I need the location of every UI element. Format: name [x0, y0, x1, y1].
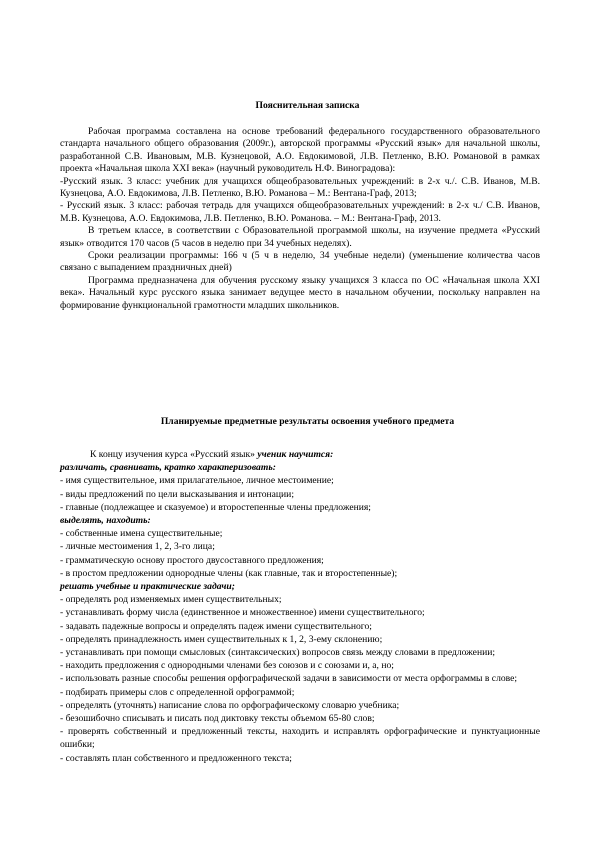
- category-find: выделять, находить:: [60, 515, 151, 527]
- list-item: - проверять собственный и предложенный тексты, находить и исправлять орфографические и пунктуационные ошибки;: [60, 726, 540, 751]
- list-item: - безошибочно списывать и писать под диктовку тексты объемом 65-80 слов;: [60, 713, 375, 725]
- list-item: - личные местоимения 1, 2, 3-го лица;: [60, 541, 215, 553]
- category-solve: решать учебные и практические задачи;: [60, 581, 235, 593]
- intro-paragraph: Рабочая программа составлена на основе требований федерального государственного образовательного стандарта начального общего образования (2009г.), авторской программы «Русский язык» для начальной школы, разработанной С.В. Ивановым, М.В. Кузнецовой, А.О. Евдокимовой, Л.В. Петленко, В.Ю. Романовой в рамках проекта «Начальная школа XXI века» (научный руководитель Н.Ф. Виноградова):: [60, 126, 540, 175]
- list-item: - находить предложения с однородными членами без союзов и с союзами и, а, но;: [60, 660, 394, 672]
- list-item: - составлять план собственного и предложенного текста;: [60, 752, 292, 764]
- results-intro-text: К концу изучения курса «Русский язык»: [90, 449, 258, 460]
- results-intro-emphasis: ученик научится:: [257, 449, 334, 460]
- results-list: [60, 448, 540, 765]
- list-item: - виды предложений по цели высказывания и интонации;: [60, 488, 294, 500]
- results-intro: [60, 448, 540, 461]
- results-title: Планируемые предметные результаты освоения учебного предмета: [160, 416, 455, 427]
- list-item: - устанавливать форму числа (единственное и множественное) имени существительного;: [60, 607, 425, 619]
- list-item: - подбирать примеры слов с определенной орфограммой;: [60, 686, 295, 698]
- list-item: - задавать падежные вопросы и определять падеж имени существительного;: [60, 620, 372, 632]
- list-item: - грамматическую основу простого двусоставного предложения;: [60, 554, 324, 566]
- source-workbook: - Русский язык. 3 класс: рабочая тетрадь для учащихся общеобразовательных учреждений: в 2-х ч./ С.В. Иванов, М.В. Кузнецова, А.О. Евдокимова, Л.В. Петленко, В.Ю. Романова. – М.: Вентана-Граф, 2013.: [60, 200, 540, 224]
- list-item: - устанавливать при помощи смысловых (синтаксических) вопросов связь между словами в предложении;: [60, 647, 496, 659]
- list-item: - использовать разные способы решения орфографической задачи в зависимости от места орфограммы в слове;: [60, 673, 518, 685]
- category-compare: различать, сравнивать, кратко характеризовать:: [60, 462, 276, 474]
- list-item: - главные (подлежащее и сказуемое) и второстепенные члены предложения;: [60, 501, 371, 513]
- note-title: Пояснительная записка: [255, 100, 360, 111]
- purpose-paragraph: Программа предназначена для обучения русскому языку учащихся 3 класса по ОС «Начальная школа XXI века». Начальный курс русского языка занимает ведущее место в начальном обучении, поскольку направлен на формирование функциональной грамотности младших школьников.: [60, 274, 540, 311]
- list-item: - собственные имена существительные;: [60, 528, 223, 540]
- list-item: - в простом предложении однородные члены (как главные, так и второстепенные);: [60, 567, 398, 579]
- hours-paragraph: В третьем классе, в соответствии с Образовательной программой школы, на изучение предмета «Русский язык» отводится 170 часов (5 часов в неделю при 34 учебных неделях).: [60, 225, 540, 249]
- list-item: - имя существительное, имя прилагательное, личное местоимение;: [60, 475, 334, 487]
- list-item: - определять род изменяемых имен существительных;: [60, 594, 282, 606]
- note-body: [60, 126, 540, 312]
- terms-paragraph: Сроки реализации программы: 166 ч (5 ч в неделю, 34 учебные недели) (уменьшение количества часов связано с выпадением праздничных дней): [60, 250, 540, 274]
- list-item: - определять (уточнять) написание слова по орфографическому словарю учебника;: [60, 699, 400, 711]
- list-item: - определять принадлежность имен существительных к 1, 2, 3-ему склонению;: [60, 633, 383, 645]
- source-textbook: -Русский язык. 3 класс: учебник для учащихся общеобразовательных учреждений: в 2-х ч./. С.В. Иванов, М.В. Кузнецова, А.О. Евдокимова, Л.В. Петленко, В.Ю. Романова – М.: Вентана-Граф, 2013;: [60, 175, 540, 200]
